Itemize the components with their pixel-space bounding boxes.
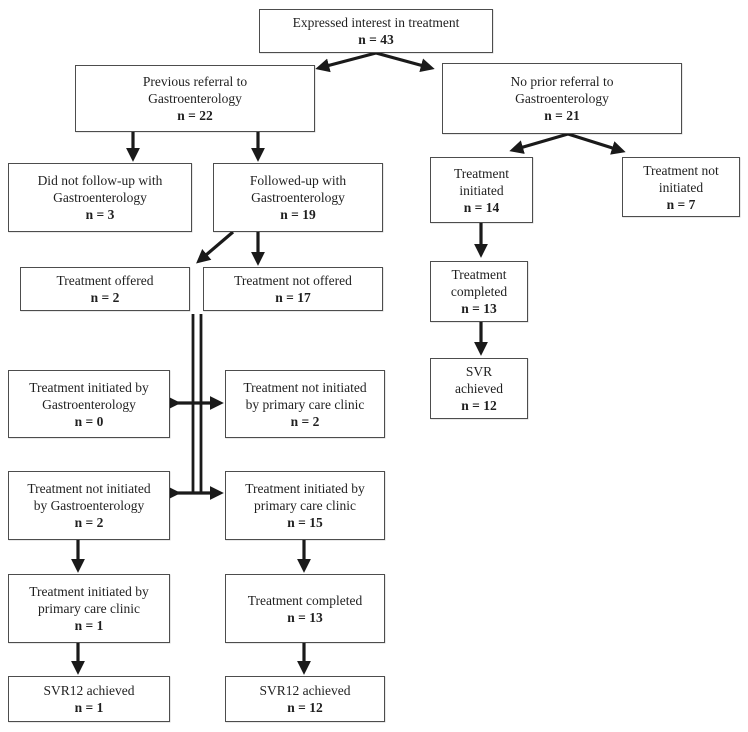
node-count: n = 13 [461,301,497,316]
node-count: n = 3 [85,207,115,222]
node-treatment-not-initiated-by-gastroenterology [8,471,170,540]
node-label: by Gastroenterology [33,498,145,513]
arrow-expressed-to-previous [319,53,376,68]
node-label: Treatment not initiated [243,379,367,395]
node-label: No prior referral to [510,74,614,89]
node-followed-up [213,163,383,232]
node-label: Gastroenterology [42,396,136,412]
node-label: SVR [465,364,493,379]
node-treatment-not-initiated-right [622,157,740,217]
node-label: Treatment not [643,162,719,178]
node-label: Treatment not offered [234,273,352,288]
node-label: Expressed interest in treatment [292,15,460,30]
node-treatment-initiated-right [430,157,533,223]
node-treatment-initiated-by-primary-care-2 [8,574,170,643]
node-label: Gastroenterology [251,190,345,205]
node-label: SVR12 achieved [43,683,135,698]
node-label: initiated [658,179,704,195]
node-label: Treatment not initiated [27,481,151,496]
node-count: n = 1 [74,700,104,715]
node-count: n = 1 [74,618,104,633]
node-count: n = 17 [275,290,311,305]
node-label: initiated [459,182,504,198]
node-label: Treatment initiated by [245,481,365,496]
node-svr-achieved [430,358,528,419]
node-count: n = 13 [287,609,323,625]
node-treatment-completed-left [225,574,385,643]
node-count: n = 2 [74,515,104,530]
node-count: n = 14 [463,199,500,215]
node-previous-referral [75,65,315,132]
node-label: primary care clinic [254,498,356,513]
node-label: Treatment offered [56,273,154,288]
node-label: Treatment initiated by [29,379,149,395]
node-count: n = 22 [177,108,213,123]
arrow-no-prior-to-not-initiated [568,134,622,151]
node-count: n = 15 [287,515,323,530]
node-label: Gastroenterology [53,190,147,205]
node-treatment-offered [20,267,190,311]
node-did-not-follow-up [8,163,192,232]
node-treatment-not-offered [203,267,383,311]
node-label: Treatment [454,165,509,181]
node-label: Gastroenterology [148,91,242,106]
node-label: by primary care clinic [245,396,365,412]
node-count: n = 19 [280,207,316,222]
arrow-no-prior-to-initiated [513,134,568,150]
node-svr12-achieved-12 [225,676,385,722]
node-label: Treatment completed [247,592,363,608]
node-treatment-not-initiated-by-primary-care [225,370,385,438]
node-expressed-interest [259,9,493,53]
node-count: n = 12 [461,398,497,413]
node-count: n = 43 [358,32,394,47]
node-count: n = 0 [74,413,104,429]
node-no-prior-referral [442,63,682,134]
node-treatment-initiated-by-gastroenterology [8,370,170,438]
arrow-followed-up-to-offered [199,232,233,261]
node-label: Did not follow-up with [37,173,163,188]
node-label: primary care clinic [38,601,140,616]
node-treatment-completed-right [430,261,528,322]
node-count: n = 2 [90,290,120,305]
node-treatment-initiated-by-primary-care [225,471,385,540]
node-label: Followed-up with [249,173,347,188]
node-label: SVR12 achieved [259,683,351,698]
node-label: Treatment initiated by [29,584,149,599]
node-label: Previous referral to [142,74,248,89]
node-label: Gastroenterology [515,91,609,106]
node-count: n = 2 [290,413,320,429]
node-count: n = 21 [544,108,580,123]
node-label: completed [450,284,508,299]
node-count: n = 12 [287,700,323,715]
node-count: n = 7 [666,196,696,212]
arrow-expressed-to-no-prior [376,53,431,68]
node-svr12-achieved-1 [8,676,170,722]
node-label: achieved [455,381,503,396]
node-label: Treatment [451,267,507,282]
